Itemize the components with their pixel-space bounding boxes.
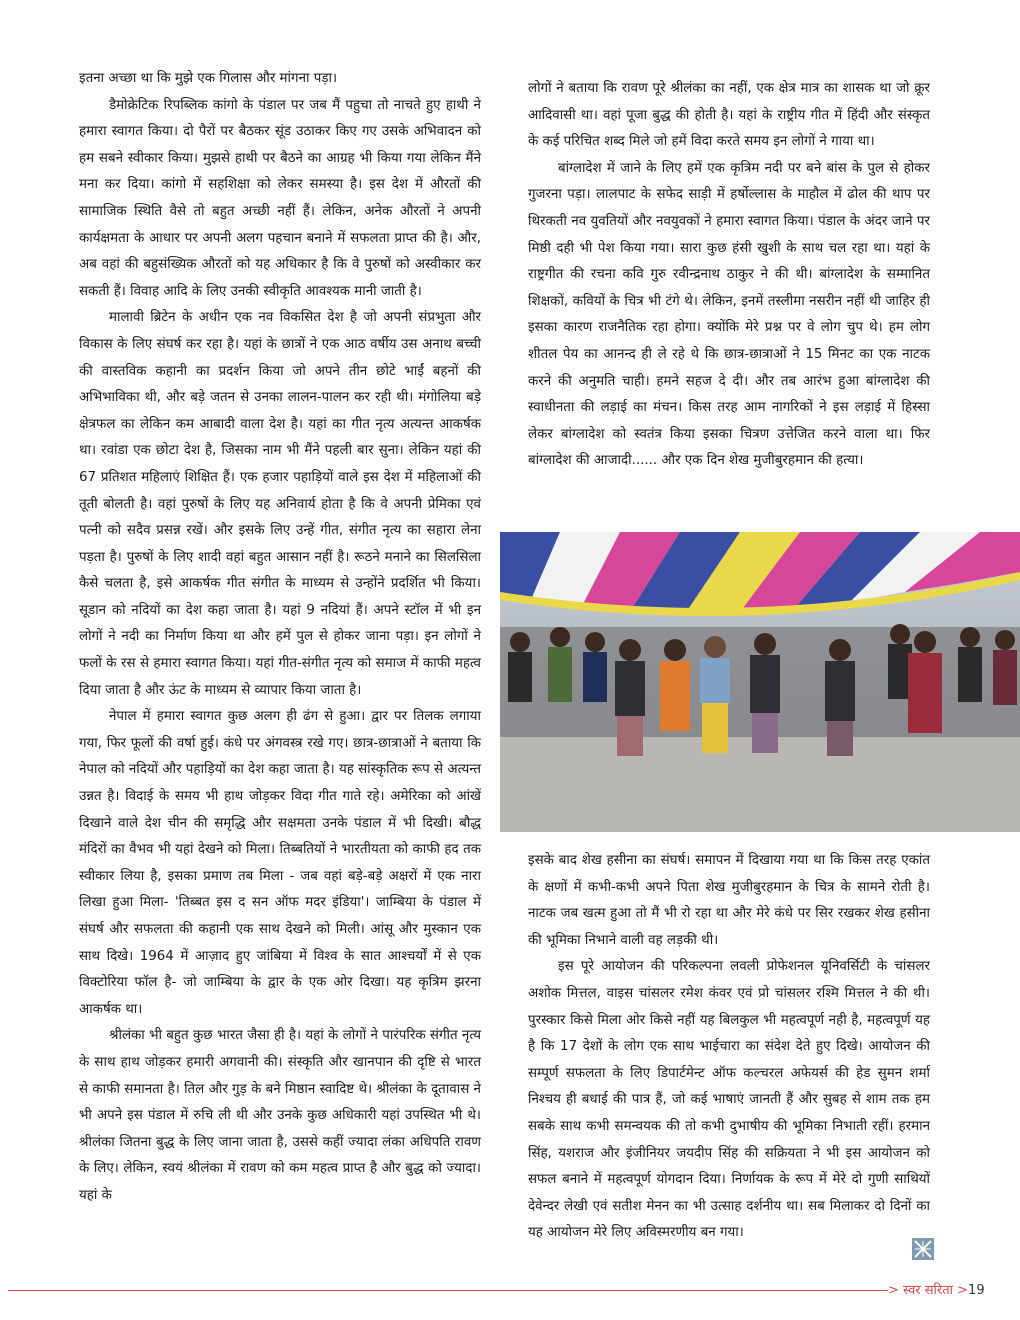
paragraph: इसके बाद शेख हसीना का संघर्ष। समापन में दिखाया गया था कि किस तरह एकांत के क्षणों में कभी-कभी अपने पिता शेख मुजीबुरहमान के चित्र के सामने रोती है। नाटक जब खत्म हुआ तो मैं भी रो रहा था और मेरे कंधे पर सिर रखकर शेख हसीना की भूमिका निभाने वाली वह लड़की थी। bbox=[528, 853, 930, 948]
paragraph: इस पूरे आयोजन की परिकल्पना लवली प्रोफेशनल यूनिवर्सिटी के चांसलर अशोक मित्तल, वाइस चांसलर रमेश कंवर एवं प्रो चांसलर रश्मि मित्तल ने की थी। पुरस्कार किसे मिला ओर किसे नहीं यह बिलकुल भी महत्वपूर्ण नही है, महत्वपूर्ण यह है कि 17 देशों के लोग एक साथ भाईचारा का संदेश देते हुए दिखे। आयोजन की सम्पूर्ण सफलता के लिए डिपार्टमेन्ट ऑफ कल्चरल अफेयर्स की हेड सुमन शर्मा निश्चय ही बधाई की पात्र हैं, जो कई भाषाएं जानती हैं और सुबह से शाम तक हम सबके साथ कभी समन्वयक की तो कभी दुभाषीय की भूमिका निभाती रहीं। हरमान सिंह, यशराज और इंजीनियर जयदीप सिंह की सक्रियता ने भी इस आयोजन को सफल बनाने में महत्वपूर्ण योगदान दिया। निर्णायक के रूप में मेरे दो गुणी साथियों देवेन्दर लेखी एवं सतीश मेनन का भी उत्साह दर्शनीय था। सब मिलाकर दो दिनों का यह आयोजन मेरे लिए अविस्मरणीय बन गया। bbox=[528, 959, 930, 1241]
paragraph: इतना अच्छा था कि मुझे एक गिलास और मांगना पड़ा। bbox=[79, 71, 338, 86]
paragraph: नेपाल में हमारा स्वागत कुछ अलग ही ढंग से हुआ। द्वार पर तिलक लगाया गया, फिर फूलों की वर्षा हुई। कंधे पर अंगवस्त्र रखे गए। छात्र-छात्राओं ने बताया कि नेपाल को नदियों और पहाड़ियों का देश कहा जाता है। यह सांस्कृतिक रूप से अत्यन्त उन्नत है। विदाई के समय भी हाथ जोड़कर विदा गीत गाते रहे। अमेरिका को आंखें दिखाने वाले देश चीन की समृद्धि और सक्षमता उनके पंडाल में भी दिखी। बौद्ध मंदिरों का वैभव भी यहां देखने को मिला। तिब्बतियों ने भारतीयता को काफी हद तक स्वीकार लिया है, इसका प्रमाण तब मिला - जब वहां बड़े-बड़े अक्षरों में एक नारा लिखा हुआ मिला- 'तिब्बत इस द सन ऑफ मदर इंडिया'। जाम्बिया के पंडाल में संघर्ष और सफलता की कहानी एक साथ देखने को मिली। आंसू और मुस्कान एक साथ दिखे। 1964 में आज़ाद हुए जांबिया में विश्व के सात आश्चर्यों में से एक विक्टोरिया फॉल है- जो जाम्बिया के द्वार के एक ओर दिखा। यह कृत्रिम झरना आकर्षक था। bbox=[79, 709, 481, 1017]
article-photo bbox=[500, 532, 1020, 832]
footer-rule bbox=[8, 1290, 888, 1291]
paragraph: डैमोक्रेटिक रिपब्लिक कांगो के पंडाल पर जब मैं पहुचा तो नाचते हुए हाथी ने हमारा स्वागत किया। दो पैरों पर बैठकर सूंड उठाकर किए गए उसके अभिवादन को हम सबने स्वीकार किया। मुझसे हाथी पर बैठने का आग्रह भी किया गया लेकिन मैंने मना कर दिया। कांगो में सहशिक्षा को लेकर समस्या है। इस देश में औरतों की सामाजिक स्थिति वैसे तो बहुत अच्छी नहीं हैं। लेकिन, अनेक औरतों ने अपनी कार्यक्षमता के आधार पर अपनी अलग पहचान बनाने में सफलता प्राप्त की है। और, अब वहां की बहुसंख्यिक औरतों को यह अधिकार है कि वे पुरुषों को अस्वीकार कर सकती हैं। विवाह आदि के लिए उनकी स्वीकृति आवश्यक मानी जाती है। bbox=[79, 97, 481, 299]
end-mark-icon bbox=[912, 1238, 934, 1260]
footer bbox=[888, 1280, 985, 1298]
paragraph: श्रीलंका भी बहुत कुछ भारत जैसा ही है। यहां के लोगों ने पारंपरिक संगीत नृत्य के साथ हाथ जोड़कर हमारी अगवानी की। संस्कृति और खानपान की दृष्टि से भारत से काफी समानता है। तिल और गुड़ के बने मिष्ठान स्वादिष्ट थे। श्रीलंका के दूतावास ने भी अपने इस पंडाल में रुचि ली थी और उनके कुछ अधिकारी यहां उपस्थित भी थे। श्रीलंका जितना बुद्ध के लिए जाना जाता है, उससे कहीं ज्यादा लंका अधिपति रावण के लिए। लेकिन, स्वयं श्रीलंका में रावण को कम महत्व प्राप्त है और बुद्ध को ज्यादा। यहां के bbox=[79, 1028, 481, 1203]
magazine-name: > स्वर सरिता > bbox=[888, 1283, 969, 1298]
photo-illustration bbox=[500, 532, 1020, 832]
page-number: 19 bbox=[968, 1283, 985, 1298]
left-column bbox=[79, 66, 481, 1210]
right-column-top bbox=[528, 76, 930, 475]
right-column-bottom bbox=[528, 848, 930, 1247]
paragraph: लोगों ने बताया कि रावण पूरे श्रीलंका का नहीं, एक क्षेत्र मात्र का शासक था जो क्रूर आदिवासी था। वहां पूजा बुद्ध की होती है। यहां के राष्ट्रीय गीत में हिंदी और संस्कृत के कई परिचित शब्द मिले जो हमें विदा करते समय इन लोगों ने गाया था। bbox=[528, 81, 930, 150]
paragraph: मालावी ब्रिटेन के अधीन एक नव विकसित देश है जो अपनी संप्रभुता और विकास के लिए संघर्ष कर रहा है। यहां के छात्रों ने एक आठ वर्षीय उस अनाथ बच्ची की वास्तविक कहानी का प्रदर्शन किया जो अपने तीन छोटे भाईं बहनों की अभिभाविका थी, और बड़े जतन से उनका लालन-पालन कर रही थी। मंगोलिया बड़े क्षेत्रफल का लेकिन कम आबादी वाला देश है। यहां का गीत नृत्य अत्यन्त आकर्षक था। रवांडा एक छोटा देश है, जिसका नाम भी मैंने पहली बार सुना। लेकिन यहां की 67 प्रतिशत महिलाएं शिक्षित हैं। एक हजार पहाड़ियों वाले इस देश में महिलाओं की तूती बोलती है। वहां पुरुषों के लिए यह अनिवार्य होता है कि वे अपनी प्रेमिका एवं पत्नी को सदैव प्रसन्न रखें। और इसके लिए उन्हें गीत, संगीत नृत्य का सहारा लेना पड़ता है। पुरुषों के लिए शादी वहां बहुत आसान नहीं है। रूठने मनाने का सिलसिला कैसे चलता है, इसे आकर्षक गीत संगीत के माध्यम से उन्होंने प्रदर्शित भी किया। सूडान को नदियों का देश कहा जाता है। यहां 9 नदियां हैं। अपने स्टॉल में भी इन लोगों ने नदी का निर्माण किया था और हमें पुल से होकर जाना पड़ा। इन लोगों ने फलों के रस से हमारा स्वागत किया। यहां गीत-संगीत नृत्य को समाज में काफी महत्व दिया जाता है और ऊंट के माध्यम से व्यापार किया जाता है। bbox=[79, 310, 481, 698]
paragraph: बांग्लादेश में जाने के लिए हमें एक कृत्रिम नदी पर बने बांस के पुल से होकर गुजरना पड़ा। लालपाट के सफेद साड़ी में हर्षोल्लास के माहौल में ढोल की थाप पर थिरकती नव युवतियों और नवयुवकों ने हमारा स्वागत किया। पंडाल के अंदर जाने पर मिष्ठी दही भी पेश किया गया। सारा कुछ हंसी खुशी के साथ चल रहा था। यहां के राष्ट्रगीत की रचना कवि गुरु रवीन्द्रनाथ ठाकुर ने की थी। बांग्लादेश के सम्मानित शिक्षकों, कवियों के चित्र भी टंगे थे। लेकिन, इनमें तस्लीमा नसरीन नहीं थी जाहिर ही इसका कारण राजनैतिक रहा होगा। क्योंकि मेरे प्रश्न पर वे लोग चुप थे। हम लोग शीतल पेय का आनन्द ही ले रहे थे कि छात्र-छात्राओं ने 15 मिनट का एक नाटक करने की अनुमति चाही। हमने सहज दे दी। और तब आरंभ हुआ बांग्लादेश की स्वाधीनता की लड़ाई का मंचन। किस तरह आम नागरिकों ने इस लड़ाई में हिस्सा लेकर बांग्लादेश को स्वतंत्र किया इसका चित्रण उत्तेजित करने वाला था। फिर बांग्लादेश की आजादी...... और एक दिन शेख मुजीबुरहमान की हत्या। bbox=[528, 160, 930, 469]
